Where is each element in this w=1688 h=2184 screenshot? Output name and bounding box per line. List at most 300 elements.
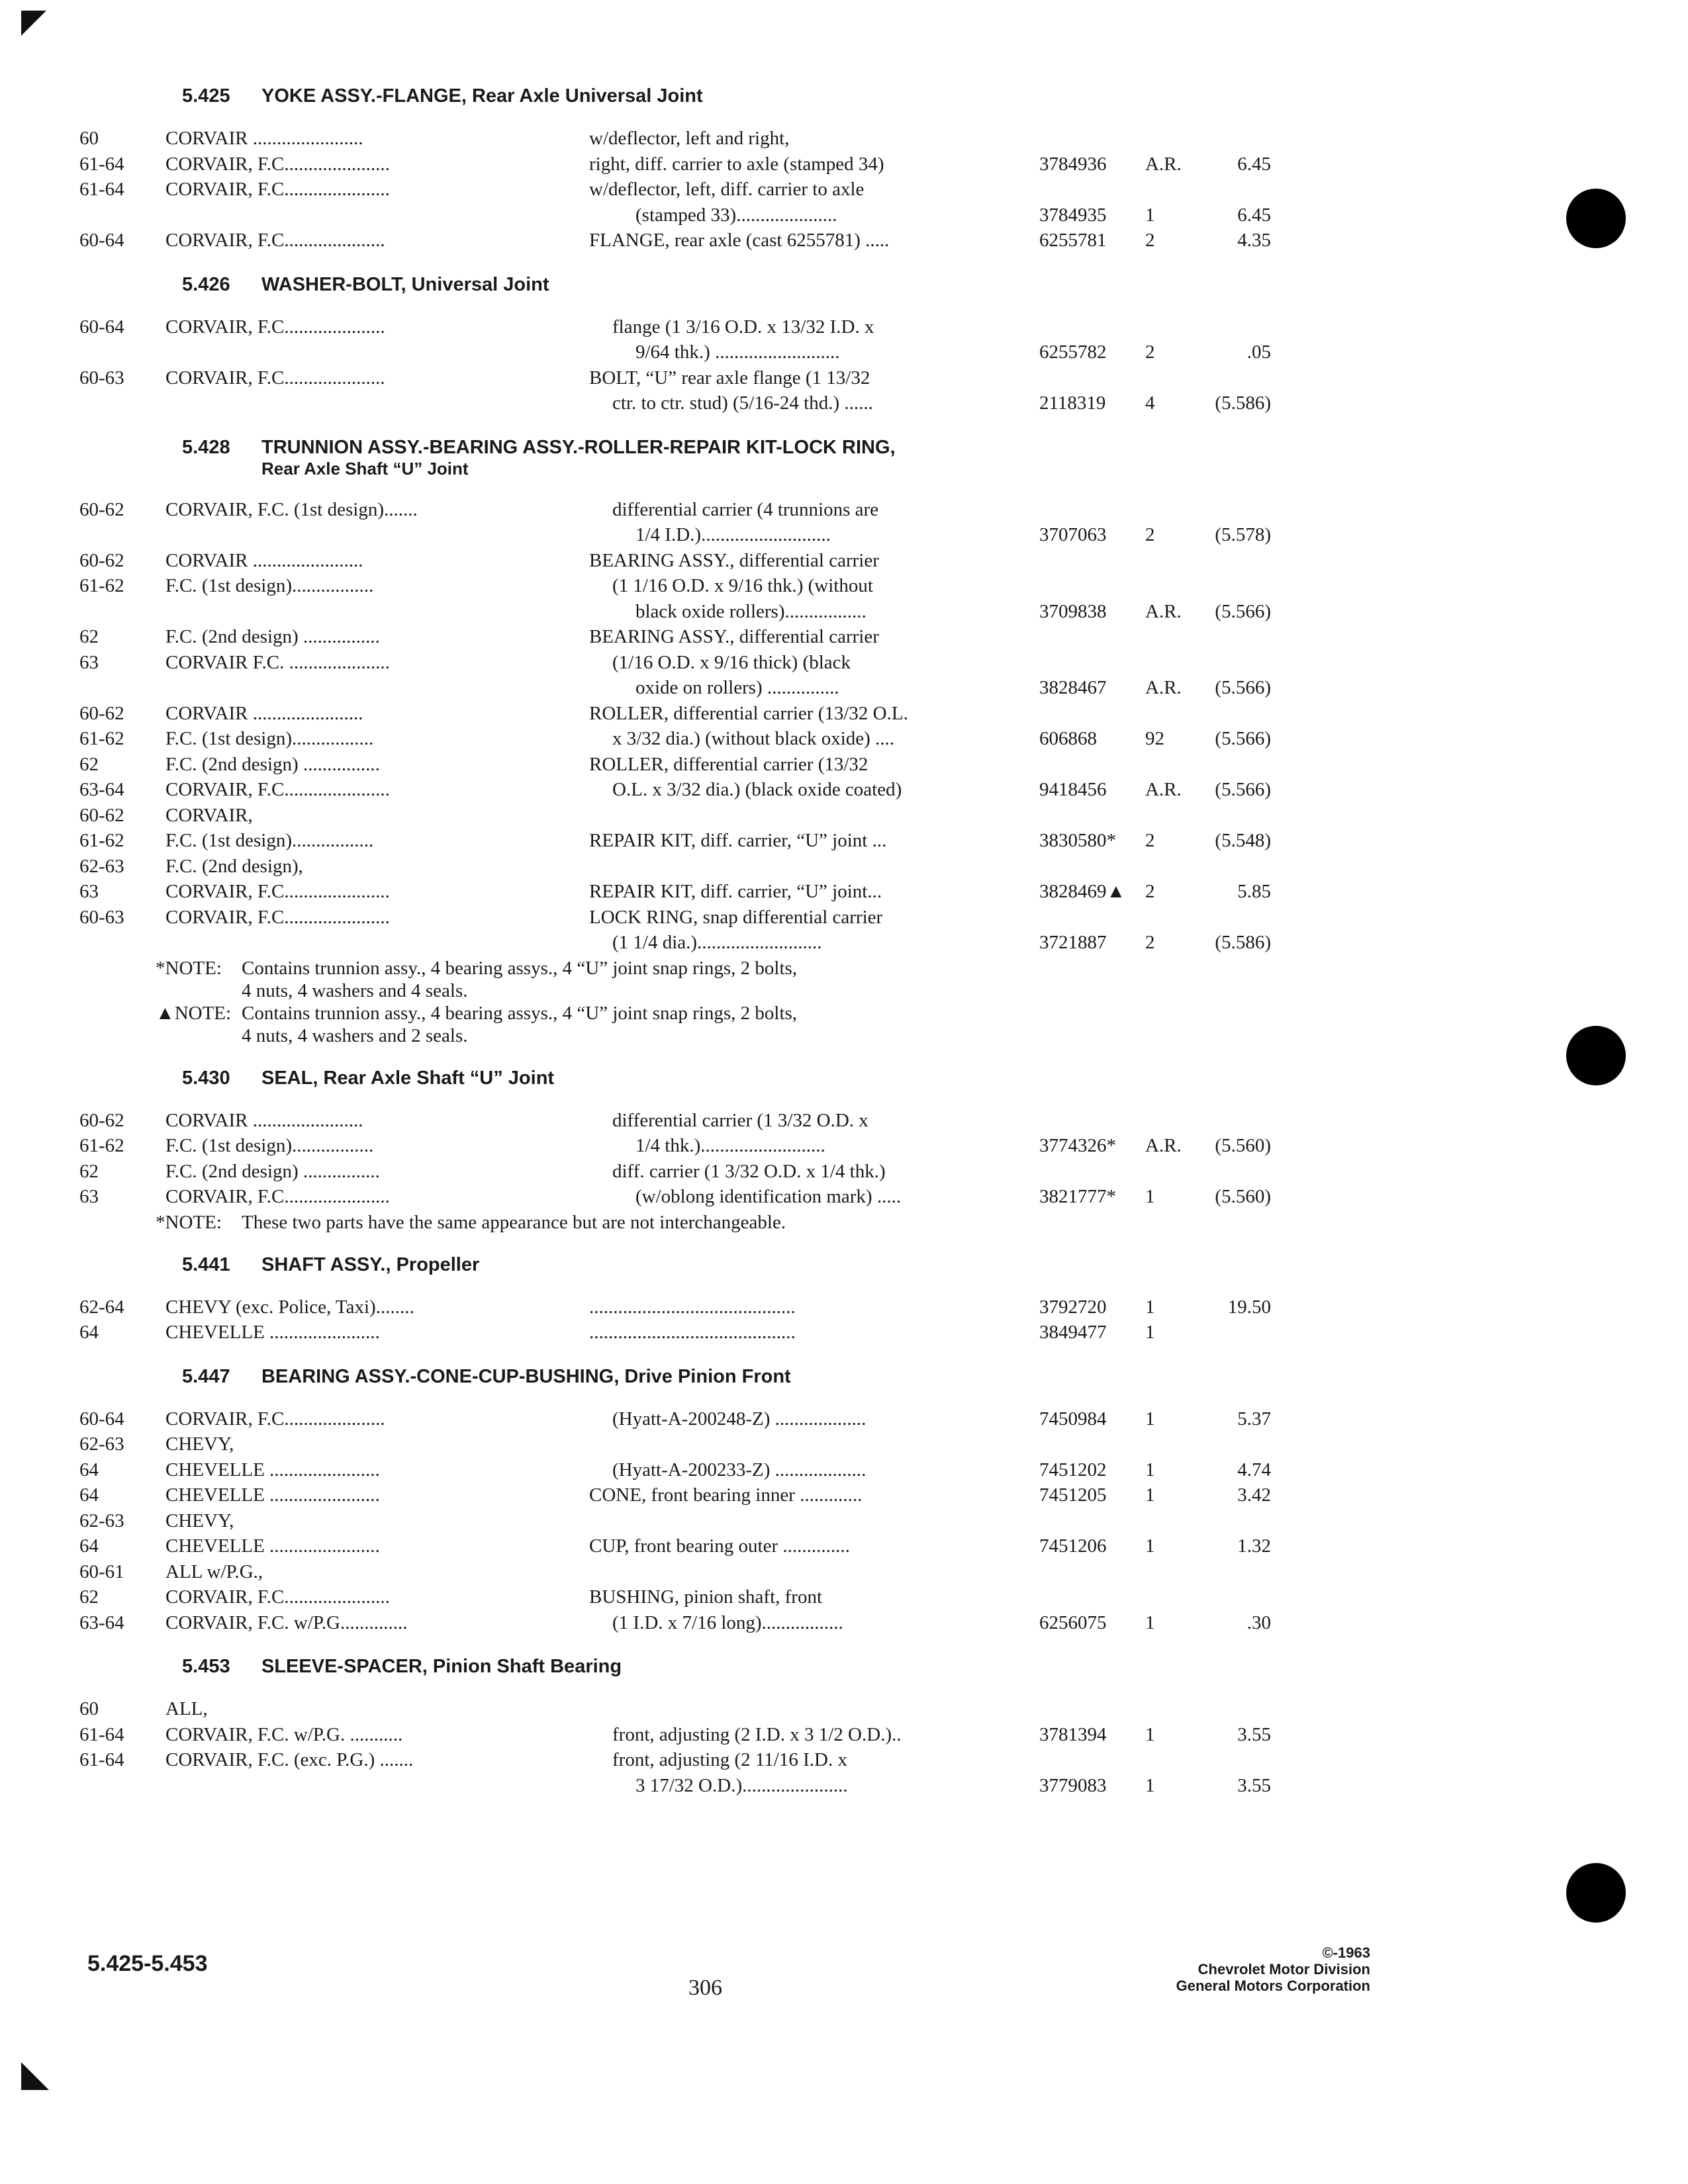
part-number	[1039, 1559, 1145, 1585]
part-row	[79, 203, 1271, 228]
vehicle-model: F.C. (2nd design) ................	[165, 753, 380, 775]
part-description: CUP, front bearing outer ..............	[589, 1535, 850, 1557]
part-row	[79, 314, 1271, 340]
section-number: 5.453	[182, 1656, 230, 1677]
part-row	[79, 1457, 1271, 1483]
part-number	[1039, 701, 1145, 727]
section-title: SEAL, Rear Axle Shaft “U” Joint	[261, 1067, 555, 1089]
section-title: WASHER-BOLT, Universal Joint	[261, 273, 549, 295]
price: 6.45	[1237, 204, 1271, 226]
part-number	[1039, 650, 1145, 676]
quantity	[1145, 803, 1185, 829]
quantity: A.R.	[1145, 779, 1182, 800]
model-years: 60-62	[79, 549, 124, 571]
part-description: BOLT, “U” rear axle flange (1 13/32	[589, 367, 870, 388]
part-description: 9/64 thk.) ..........................	[635, 341, 840, 363]
part-number: 7451202	[1039, 1459, 1107, 1480]
quantity: A.R.	[1145, 600, 1182, 622]
quantity	[1145, 1159, 1185, 1185]
part-row	[79, 1584, 1271, 1610]
part-number	[1039, 752, 1145, 778]
model-years: 60-61	[79, 1561, 124, 1582]
quantity	[1145, 126, 1185, 152]
quantity	[1145, 1747, 1185, 1773]
part-number	[1039, 1159, 1145, 1185]
note-text: These two parts have the same appearance but are not interchangeable.	[242, 1211, 786, 1233]
part-description: ...........................................	[589, 1322, 796, 1343]
price: .05	[1246, 341, 1271, 363]
price	[1185, 365, 1271, 391]
part-description: O.L. x 3/32 dia.) (black oxide coated)	[612, 779, 902, 800]
part-row	[79, 1432, 1271, 1457]
part-description: w/deflector, left, diff. carrier to axle	[589, 179, 865, 200]
part-row	[79, 1406, 1271, 1432]
part-description: 1/4 I.D.)...........................	[635, 524, 831, 545]
part-description: CONE, front bearing inner .............	[589, 1484, 863, 1506]
note-label: *NOTE:	[156, 957, 222, 979]
quantity	[1145, 1508, 1185, 1534]
vehicle-model	[165, 203, 589, 228]
section-range: 5.425-5.453	[87, 1951, 208, 1976]
price	[1185, 1320, 1271, 1345]
part-row	[79, 522, 1271, 548]
section-heading	[79, 436, 1271, 478]
section-number: 5.425	[182, 85, 230, 107]
part-row	[79, 1159, 1271, 1185]
part-number	[1039, 365, 1145, 391]
model-years	[79, 599, 165, 625]
part-row	[79, 905, 1271, 931]
price: (5.566)	[1215, 728, 1271, 749]
quantity: 1	[1145, 1484, 1155, 1506]
binder-hole	[1566, 189, 1626, 248]
part-number: 3781394	[1039, 1723, 1107, 1745]
part-description: differential carrier (4 trunnions are	[612, 498, 879, 520]
model-years: 61-64	[79, 179, 124, 200]
vehicle-model: F.C. (1st design).................	[165, 1135, 374, 1156]
part-description: REPAIR KIT, diff. carrier, “U” joint ...	[589, 830, 887, 851]
part-row	[79, 675, 1271, 701]
model-years: 63	[79, 881, 99, 902]
part-number	[1039, 1432, 1145, 1457]
quantity	[1145, 905, 1185, 931]
vehicle-model: CORVAIR .......................	[165, 702, 363, 724]
part-description: (Hyatt-A-200248-Z) ...................	[612, 1408, 867, 1430]
quantity: 1	[1145, 1296, 1155, 1318]
part-row	[79, 126, 1271, 152]
price	[1185, 548, 1271, 574]
copyright: ©-1963	[1322, 1944, 1370, 1961]
vehicle-model	[165, 675, 589, 701]
part-row	[79, 854, 1271, 880]
corporation-name: General Motors Corporation	[1176, 1978, 1370, 1994]
quantity	[1145, 701, 1185, 727]
model-years: 60-64	[79, 316, 124, 338]
part-number: 3709838	[1039, 600, 1107, 622]
note-line	[156, 957, 1271, 979]
model-years: 60-62	[79, 1109, 124, 1131]
note-text: Contains trunnion assy., 4 bearing assys., 4 “U” joint snap rings, 2 bolts,	[242, 957, 798, 979]
vehicle-model: CHEVELLE .......................	[165, 1535, 380, 1557]
part-number: 7451205	[1039, 1484, 1107, 1506]
quantity	[1145, 548, 1185, 574]
price	[1185, 1696, 1271, 1722]
parts-section	[79, 273, 1271, 416]
vehicle-model	[165, 930, 589, 956]
vehicle-model: CORVAIR, F.C.....................	[165, 367, 385, 388]
model-years: 60	[79, 1698, 99, 1719]
vehicle-model: CHEVELLE .......................	[165, 1459, 380, 1480]
model-years	[79, 930, 165, 956]
part-description: BUSHING, pinion shaft, front	[589, 1586, 823, 1608]
price: 1.32	[1237, 1535, 1271, 1557]
price	[1185, 497, 1271, 523]
part-row	[79, 573, 1271, 599]
part-number: 3828469▲	[1039, 881, 1126, 902]
part-description: 1/4 thk.)..........................	[635, 1135, 825, 1156]
section-number: 5.428	[182, 436, 230, 458]
vehicle-model: F.C. (1st design).................	[165, 830, 374, 851]
quantity: 1	[1145, 1723, 1155, 1745]
section-heading	[79, 1253, 1271, 1276]
price	[1185, 126, 1271, 152]
section-number: 5.430	[182, 1067, 230, 1089]
part-row	[79, 726, 1271, 752]
part-description: (stamped 33).....................	[635, 204, 837, 226]
price	[1185, 752, 1271, 778]
quantity: 2	[1145, 881, 1155, 902]
part-number: 7450984	[1039, 1408, 1107, 1430]
vehicle-model: CHEVY,	[165, 1510, 234, 1531]
quantity	[1145, 177, 1185, 203]
vehicle-model: CORVAIR, F.C.....................	[165, 230, 385, 251]
quantity: 2	[1145, 932, 1155, 953]
publisher-block	[1086, 1944, 1370, 1994]
part-row	[79, 1533, 1271, 1559]
part-description: (Hyatt-A-200233-Z) ...................	[612, 1459, 867, 1480]
model-years: 61-62	[79, 1135, 124, 1156]
vehicle-model: ALL w/P.G.,	[165, 1561, 263, 1582]
price: (5.586)	[1215, 932, 1271, 953]
corner-mark-bottom-left	[21, 2062, 49, 2090]
vehicle-model: CHEVELLE .......................	[165, 1322, 380, 1343]
price: 4.74	[1237, 1459, 1271, 1480]
quantity: 1	[1145, 1459, 1155, 1480]
part-row	[79, 1108, 1271, 1134]
vehicle-model: CHEVY,	[165, 1433, 234, 1455]
part-row	[79, 1133, 1271, 1159]
section-number: 5.426	[182, 273, 230, 295]
part-description: front, adjusting (2 11/16 I.D. x	[612, 1749, 847, 1770]
binder-hole	[1566, 1026, 1626, 1085]
model-years: 62-63	[79, 855, 124, 877]
quantity: 1	[1145, 1186, 1155, 1207]
part-row	[79, 1184, 1271, 1210]
price: 19.50	[1227, 1296, 1271, 1318]
price: (5.566)	[1215, 600, 1271, 622]
quantity: 2	[1145, 830, 1155, 851]
part-number: 3721887	[1039, 932, 1107, 953]
parts-list	[79, 85, 1271, 1818]
price	[1185, 1508, 1271, 1534]
part-description: LOCK RING, snap differential carrier	[589, 906, 883, 928]
binder-hole	[1566, 1863, 1626, 1923]
part-description: w/deflector, left and right,	[589, 128, 790, 149]
section-heading	[79, 1365, 1271, 1388]
part-row	[79, 1482, 1271, 1508]
parts-section	[79, 1253, 1271, 1345]
price: .30	[1246, 1612, 1271, 1633]
quantity	[1145, 314, 1185, 340]
model-years	[79, 675, 165, 701]
part-description: x 3/32 dia.) (without black oxide) ....	[612, 728, 895, 749]
part-number: 7451206	[1039, 1535, 1107, 1557]
part-row	[79, 650, 1271, 676]
price: (5.586)	[1215, 392, 1271, 414]
price: (5.566)	[1215, 779, 1271, 800]
part-description: BEARING ASSY., differential carrier	[589, 626, 879, 647]
price: 3.55	[1237, 1774, 1271, 1796]
part-description: flange (1 3/16 O.D. x 13/32 I.D. x	[612, 316, 874, 338]
quantity	[1145, 752, 1185, 778]
note-text: 4 nuts, 4 washers and 2 seals.	[242, 1024, 468, 1046]
price	[1185, 650, 1271, 676]
parts-section	[79, 1067, 1271, 1234]
part-row	[79, 1610, 1271, 1636]
vehicle-model: CORVAIR, F.C......................	[165, 906, 390, 928]
part-number: 6255782	[1039, 341, 1107, 363]
part-row	[79, 1320, 1271, 1345]
part-row	[79, 1773, 1271, 1799]
part-description	[589, 1696, 1039, 1722]
note-label	[156, 979, 242, 1002]
price	[1185, 314, 1271, 340]
part-number	[1039, 803, 1145, 829]
price	[1185, 1559, 1271, 1585]
vehicle-model: CORVAIR,	[165, 804, 253, 826]
part-number	[1039, 1108, 1145, 1134]
part-row	[79, 390, 1271, 416]
part-row	[79, 1722, 1271, 1748]
model-years: 61-62	[79, 728, 124, 749]
part-number	[1039, 573, 1145, 599]
corner-mark-top-left	[21, 11, 46, 36]
vehicle-model	[165, 340, 589, 365]
part-description: (1 I.D. x 7/16 long).................	[612, 1612, 843, 1633]
section-subtitle: Rear Axle Shaft “U” Joint	[261, 458, 469, 478]
part-number: 3849477	[1039, 1322, 1107, 1343]
price: 5.37	[1237, 1408, 1271, 1430]
part-number	[1039, 314, 1145, 340]
part-description: differential carrier (1 3/32 O.D. x	[612, 1109, 868, 1131]
vehicle-model: CORVAIR, F.C. (1st design).......	[165, 498, 418, 520]
part-description: black oxide rollers).................	[635, 600, 867, 622]
section-heading	[79, 273, 1271, 296]
model-years: 64	[79, 1484, 99, 1506]
part-description: BEARING ASSY., differential carrier	[589, 549, 879, 571]
vehicle-model: CORVAIR, F.C. w/P.G..............	[165, 1612, 408, 1633]
note-label	[156, 1024, 242, 1047]
part-row	[79, 228, 1271, 253]
part-number: 6255781	[1039, 230, 1107, 251]
quantity: 1	[1145, 1408, 1155, 1430]
quantity	[1145, 854, 1185, 880]
vehicle-model	[165, 522, 589, 548]
model-years: 61-62	[79, 575, 124, 596]
part-description: diff. carrier (1 3/32 O.D. x 1/4 thk.)	[612, 1160, 886, 1182]
section-heading	[79, 1067, 1271, 1089]
vehicle-model: CORVAIR, F.C.....................	[165, 1408, 385, 1430]
price: (5.578)	[1215, 524, 1271, 545]
model-years: 62	[79, 1586, 99, 1608]
vehicle-model: CORVAIR, F.C......................	[165, 881, 390, 902]
part-description: ROLLER, differential carrier (13/32	[589, 753, 868, 775]
part-number: 3784935	[1039, 204, 1107, 226]
quantity: A.R.	[1145, 1135, 1182, 1156]
parts-section	[79, 1365, 1271, 1636]
parts-section	[79, 1655, 1271, 1798]
model-years	[79, 390, 165, 416]
part-description	[589, 1432, 1039, 1457]
part-number: 3821777*	[1039, 1186, 1116, 1207]
part-number: 3784936	[1039, 153, 1107, 175]
model-years: 63	[79, 1186, 99, 1207]
part-number: 3779083	[1039, 1774, 1107, 1796]
part-row	[79, 497, 1271, 523]
model-years: 60-63	[79, 367, 124, 388]
quantity	[1145, 1108, 1185, 1134]
part-description: ctr. to ctr. stud) (5/16-24 thd.) ......	[612, 392, 873, 414]
notes	[79, 957, 1271, 1047]
part-description: right, diff. carrier to axle (stamped 34)	[589, 153, 884, 175]
section-heading	[79, 85, 1271, 107]
note-text: Contains trunnion assy., 4 bearing assys., 4 “U” joint snap rings, 2 bolts,	[242, 1002, 798, 1024]
price	[1185, 905, 1271, 931]
part-row	[79, 803, 1271, 829]
vehicle-model: CORVAIR .......................	[165, 128, 363, 149]
price	[1185, 1159, 1271, 1185]
quantity	[1145, 1696, 1185, 1722]
price: (5.548)	[1215, 830, 1271, 851]
part-description: (1/16 O.D. x 9/16 thick) (black	[612, 651, 851, 673]
vehicle-model: CORVAIR, F.C. (exc. P.G.) .......	[165, 1749, 414, 1770]
part-row	[79, 548, 1271, 574]
quantity	[1145, 624, 1185, 650]
part-row	[79, 701, 1271, 727]
part-number: 6256075	[1039, 1612, 1107, 1633]
vehicle-model: CORVAIR .......................	[165, 549, 363, 571]
part-description: (1 1/4 dia.)..........................	[612, 932, 822, 953]
vehicle-model: CHEVY (exc. Police, Taxi)........	[165, 1296, 414, 1318]
price	[1185, 1108, 1271, 1134]
model-years	[79, 522, 165, 548]
part-number: 3792720	[1039, 1296, 1107, 1318]
part-description	[589, 1508, 1039, 1534]
part-number	[1039, 497, 1145, 523]
price	[1185, 1584, 1271, 1610]
quantity	[1145, 497, 1185, 523]
part-number	[1039, 624, 1145, 650]
price	[1185, 624, 1271, 650]
quantity: 1	[1145, 204, 1155, 226]
part-number: 3830580*	[1039, 830, 1116, 851]
model-years: 64	[79, 1322, 99, 1343]
price: 3.55	[1237, 1723, 1271, 1745]
part-description: ...........................................	[589, 1296, 796, 1318]
part-description: 3 17/32 O.D.)......................	[635, 1774, 848, 1796]
part-number	[1039, 177, 1145, 203]
part-number: 9418456	[1039, 779, 1107, 800]
part-description: REPAIR KIT, diff. carrier, “U” joint...	[589, 881, 882, 902]
part-number	[1039, 854, 1145, 880]
part-number: 606868	[1039, 728, 1097, 749]
model-years: 60-63	[79, 906, 124, 928]
price: (5.566)	[1215, 677, 1271, 698]
section-title: YOKE ASSY.-FLANGE, Rear Axle Universal Joint	[261, 85, 703, 107]
part-row	[79, 599, 1271, 625]
part-description: (w/oblong identification mark) .....	[635, 1186, 902, 1207]
note-line	[156, 1002, 1271, 1024]
part-row	[79, 1747, 1271, 1773]
price	[1185, 177, 1271, 203]
part-number: 3828467	[1039, 677, 1107, 698]
model-years: 60-62	[79, 498, 124, 520]
model-years: 60-64	[79, 230, 124, 251]
vehicle-model: CHEVELLE .......................	[165, 1484, 380, 1506]
model-years: 62-63	[79, 1510, 124, 1531]
part-row	[79, 365, 1271, 391]
vehicle-model: CORVAIR, F.C......................	[165, 153, 390, 175]
model-years	[79, 340, 165, 365]
part-number	[1039, 1696, 1145, 1722]
part-number: 2118319	[1039, 392, 1106, 414]
notes	[79, 1211, 1271, 1234]
price	[1185, 1432, 1271, 1457]
vehicle-model: CORVAIR, F.C......................	[165, 179, 390, 200]
part-number	[1039, 1508, 1145, 1534]
price: (5.560)	[1215, 1186, 1271, 1207]
model-years: 60	[79, 128, 99, 149]
quantity: 1	[1145, 1322, 1155, 1343]
vehicle-model	[165, 599, 589, 625]
quantity	[1145, 1559, 1185, 1585]
quantity	[1145, 573, 1185, 599]
note-line	[156, 979, 1271, 1002]
vehicle-model: F.C. (1st design).................	[165, 575, 374, 596]
vehicle-model: CORVAIR .......................	[165, 1109, 363, 1131]
part-row	[79, 828, 1271, 854]
section-title: TRUNNION ASSY.-BEARING ASSY.-ROLLER-REPAIR KIT-LOCK RING,	[261, 436, 896, 458]
part-description: FLANGE, rear axle (cast 6255781) .....	[589, 230, 890, 251]
note-label: ▲NOTE:	[156, 1002, 232, 1024]
page-number: 306	[688, 1976, 722, 2000]
part-row	[79, 1696, 1271, 1722]
vehicle-model: F.C. (2nd design) ................	[165, 1160, 380, 1182]
section-title: SLEEVE-SPACER, Pinion Shaft Bearing	[261, 1656, 622, 1677]
part-row	[79, 930, 1271, 956]
part-row	[79, 1559, 1271, 1585]
price	[1185, 701, 1271, 727]
model-years	[79, 203, 165, 228]
part-number	[1039, 1747, 1145, 1773]
price	[1185, 854, 1271, 880]
part-number	[1039, 548, 1145, 574]
quantity: 1	[1145, 1774, 1155, 1796]
model-years	[79, 1773, 165, 1799]
section-heading	[79, 1655, 1271, 1678]
quantity: A.R.	[1145, 677, 1182, 698]
price	[1185, 1747, 1271, 1773]
